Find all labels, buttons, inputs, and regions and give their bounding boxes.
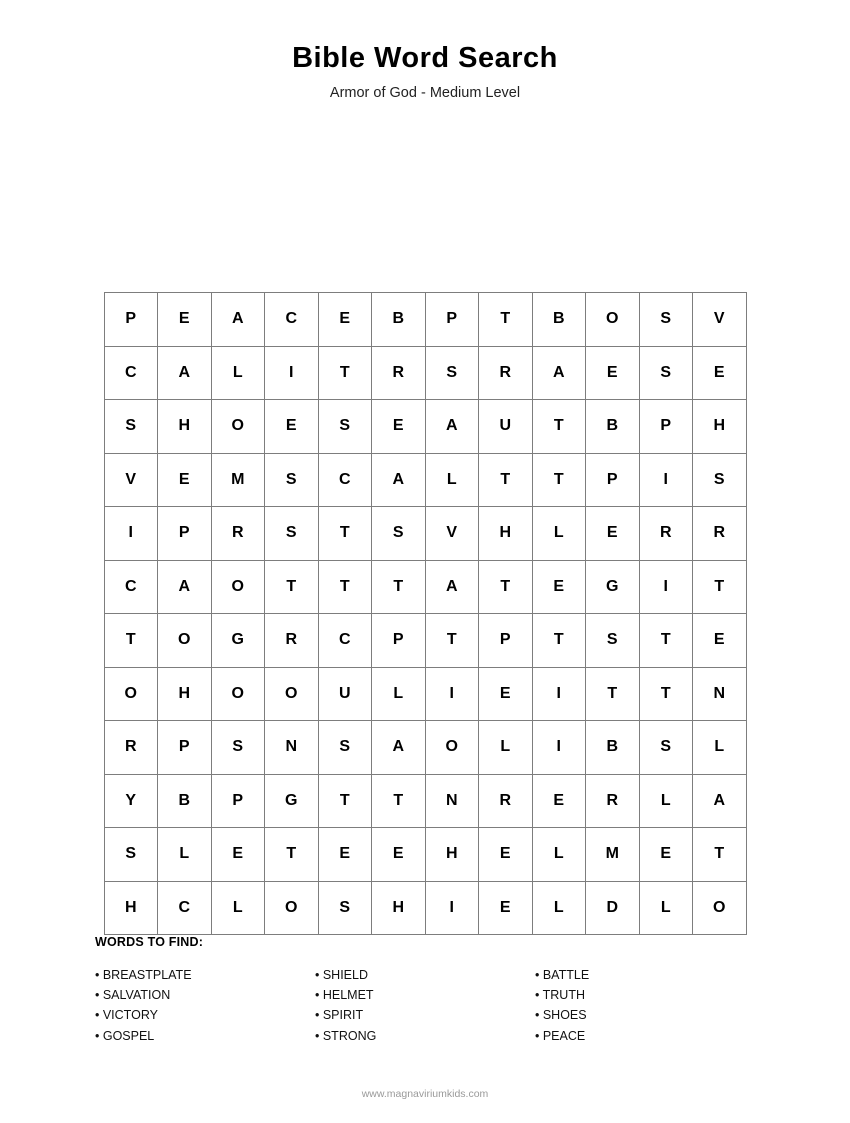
grid-cell[interactable]: G: [211, 614, 265, 668]
grid-cell[interactable]: L: [211, 346, 265, 400]
grid-cell[interactable]: A: [372, 721, 426, 775]
grid-cell[interactable]: L: [479, 721, 533, 775]
words-to-find-list: [95, 965, 755, 1046]
grid-row: [104, 828, 746, 882]
words-column-3: [535, 965, 755, 1046]
grid-cell[interactable]: D: [586, 881, 640, 935]
grid-cell[interactable]: S: [425, 346, 479, 400]
grid-cell[interactable]: T: [265, 560, 319, 614]
grid-cell[interactable]: E: [479, 828, 533, 882]
grid-cell[interactable]: A: [693, 774, 747, 828]
grid-cell[interactable]: I: [639, 560, 693, 614]
grid-cell[interactable]: S: [104, 400, 158, 454]
grid-cell[interactable]: P: [211, 774, 265, 828]
grid-cell[interactable]: G: [265, 774, 319, 828]
grid-cell[interactable]: E: [479, 667, 533, 721]
grid-cell[interactable]: A: [532, 346, 586, 400]
grid-cell[interactable]: C: [104, 346, 158, 400]
grid-cell[interactable]: E: [318, 293, 372, 347]
grid-cell[interactable]: E: [586, 507, 640, 561]
footer-url: www.magnaviriumkids.com: [361, 1088, 489, 1100]
grid-cell[interactable]: U: [479, 400, 533, 454]
grid-cell[interactable]: S: [265, 507, 319, 561]
grid-cell[interactable]: P: [425, 293, 479, 347]
word-item: • STRONG: [315, 1028, 377, 1043]
grid-cell[interactable]: T: [479, 453, 533, 507]
grid-cell[interactable]: N: [265, 721, 319, 775]
word-item: • VICTORY: [95, 1008, 158, 1023]
grid-cell[interactable]: I: [639, 453, 693, 507]
word-item: • TRUTH: [535, 988, 585, 1003]
grid-cell[interactable]: E: [532, 560, 586, 614]
grid-cell[interactable]: A: [158, 346, 212, 400]
grid-cell[interactable]: L: [639, 774, 693, 828]
grid-cell[interactable]: H: [158, 400, 212, 454]
grid-cell[interactable]: P: [479, 614, 533, 668]
grid-row: [104, 560, 746, 614]
grid-cell[interactable]: O: [211, 560, 265, 614]
grid-cell[interactable]: I: [104, 507, 158, 561]
grid-row: [104, 453, 746, 507]
grid-cell[interactable]: O: [211, 667, 265, 721]
grid-cell[interactable]: I: [425, 667, 479, 721]
grid-cell[interactable]: B: [586, 721, 640, 775]
grid-cell[interactable]: U: [318, 667, 372, 721]
grid-cell[interactable]: O: [104, 667, 158, 721]
grid-cell[interactable]: T: [532, 400, 586, 454]
grid-cell[interactable]: S: [639, 346, 693, 400]
grid-cell[interactable]: T: [532, 614, 586, 668]
grid-cell[interactable]: O: [265, 667, 319, 721]
grid-cell[interactable]: T: [318, 346, 372, 400]
grid-cell[interactable]: T: [318, 774, 372, 828]
grid-cell[interactable]: P: [158, 721, 212, 775]
word-item: • SALVATION: [95, 988, 171, 1003]
grid-cell[interactable]: T: [639, 614, 693, 668]
word-item: • SHIELD: [315, 968, 369, 982]
grid-cell[interactable]: P: [158, 507, 212, 561]
grid-cell[interactable]: E: [372, 400, 426, 454]
grid-cell[interactable]: L: [532, 881, 586, 935]
grid-cell[interactable]: L: [532, 828, 586, 882]
grid-cell[interactable]: M: [586, 828, 640, 882]
word-item: • PEACE: [535, 1028, 586, 1043]
grid-cell[interactable]: S: [639, 721, 693, 775]
word-item: • SPIRIT: [315, 1008, 364, 1023]
grid-cell[interactable]: L: [158, 828, 212, 882]
grid-row: [104, 881, 746, 935]
grid-cell[interactable]: T: [372, 560, 426, 614]
page-title: Bible Word Search: [292, 42, 558, 74]
grid-cell[interactable]: T: [318, 507, 372, 561]
grid-cell[interactable]: L: [211, 881, 265, 935]
grid-cell[interactable]: I: [425, 881, 479, 935]
grid-cell[interactable]: S: [639, 293, 693, 347]
grid-cell[interactable]: M: [211, 453, 265, 507]
grid-cell[interactable]: B: [586, 400, 640, 454]
word-item: • GOSPEL: [95, 1028, 155, 1043]
grid-cell[interactable]: P: [104, 293, 158, 347]
grid-cell[interactable]: I: [265, 346, 319, 400]
grid-cell[interactable]: S: [104, 828, 158, 882]
word-item: • BATTLE: [535, 968, 590, 982]
grid-cell[interactable]: B: [372, 293, 426, 347]
grid-cell[interactable]: R: [372, 346, 426, 400]
grid-cell[interactable]: T: [104, 614, 158, 668]
grid-cell[interactable]: T: [265, 828, 319, 882]
grid-cell[interactable]: E: [158, 293, 212, 347]
grid-cell[interactable]: O: [586, 293, 640, 347]
grid-cell[interactable]: L: [532, 507, 586, 561]
grid-cell[interactable]: S: [211, 721, 265, 775]
grid-cell[interactable]: S: [318, 721, 372, 775]
grid-cell[interactable]: C: [265, 293, 319, 347]
grid-row: [104, 293, 746, 347]
grid-cell[interactable]: T: [693, 828, 747, 882]
grid-cell[interactable]: C: [318, 614, 372, 668]
grid-cell[interactable]: H: [693, 400, 747, 454]
grid-cell[interactable]: E: [532, 774, 586, 828]
grid-cell[interactable]: A: [372, 453, 426, 507]
grid-cell[interactable]: S: [265, 453, 319, 507]
grid-cell[interactable]: R: [265, 614, 319, 668]
grid-cell[interactable]: E: [372, 828, 426, 882]
grid-cell[interactable]: C: [318, 453, 372, 507]
grid-cell[interactable]: E: [586, 346, 640, 400]
word-search-grid-container: [0, 292, 850, 935]
grid-cell[interactable]: I: [532, 721, 586, 775]
grid-cell[interactable]: T: [318, 560, 372, 614]
grid-cell[interactable]: R: [104, 721, 158, 775]
grid-cell[interactable]: T: [639, 667, 693, 721]
grid-cell[interactable]: T: [693, 560, 747, 614]
grid-cell[interactable]: R: [639, 507, 693, 561]
grid-cell[interactable]: N: [693, 667, 747, 721]
grid-cell[interactable]: E: [265, 400, 319, 454]
grid-cell[interactable]: R: [211, 507, 265, 561]
grid-cell[interactable]: O: [211, 400, 265, 454]
grid-cell[interactable]: H: [425, 828, 479, 882]
grid-cell[interactable]: E: [318, 828, 372, 882]
grid-cell[interactable]: Y: [104, 774, 158, 828]
grid-cell[interactable]: I: [532, 667, 586, 721]
grid-cell[interactable]: S: [372, 507, 426, 561]
grid-cell[interactable]: L: [372, 667, 426, 721]
grid-cell[interactable]: T: [425, 614, 479, 668]
grid-cell[interactable]: T: [586, 667, 640, 721]
grid-row: [104, 667, 746, 721]
grid-cell[interactable]: H: [158, 667, 212, 721]
grid-cell[interactable]: C: [158, 881, 212, 935]
grid-cell[interactable]: H: [372, 881, 426, 935]
worksheet-page: [0, 42, 850, 1123]
grid-cell[interactable]: P: [639, 400, 693, 454]
word-item: • HELMET: [315, 988, 374, 1003]
word-item: • BREASTPLATE: [95, 968, 192, 982]
grid-cell[interactable]: S: [586, 614, 640, 668]
grid-cell[interactable]: N: [425, 774, 479, 828]
grid-cell[interactable]: T: [372, 774, 426, 828]
grid-cell[interactable]: V: [104, 453, 158, 507]
grid-row: [104, 507, 746, 561]
grid-cell[interactable]: E: [479, 881, 533, 935]
words-column-2: [315, 965, 535, 1046]
grid-cell[interactable]: H: [479, 507, 533, 561]
grid-row: [104, 400, 746, 454]
grid-cell[interactable]: L: [693, 721, 747, 775]
grid-cell[interactable]: O: [425, 721, 479, 775]
grid-cell[interactable]: A: [425, 400, 479, 454]
grid-cell[interactable]: L: [425, 453, 479, 507]
grid-cell[interactable]: O: [693, 881, 747, 935]
grid-cell[interactable]: S: [318, 881, 372, 935]
grid-cell[interactable]: E: [639, 828, 693, 882]
grid-cell[interactable]: H: [104, 881, 158, 935]
grid-cell[interactable]: R: [586, 774, 640, 828]
grid-cell[interactable]: O: [158, 614, 212, 668]
grid-cell[interactable]: R: [479, 346, 533, 400]
grid-cell[interactable]: P: [372, 614, 426, 668]
grid-cell[interactable]: V: [693, 293, 747, 347]
grid-cell[interactable]: E: [211, 828, 265, 882]
word-search-grid[interactable]: [104, 292, 747, 935]
grid-row: [104, 774, 746, 828]
page-subtitle: Armor of God - Medium Level: [329, 85, 521, 101]
grid-cell[interactable]: B: [532, 293, 586, 347]
grid-cell[interactable]: A: [158, 560, 212, 614]
grid-row: [104, 346, 746, 400]
grid-cell[interactable]: A: [211, 293, 265, 347]
grid-row: [104, 614, 746, 668]
grid-cell[interactable]: P: [586, 453, 640, 507]
grid-cell[interactable]: B: [158, 774, 212, 828]
grid-cell[interactable]: T: [532, 453, 586, 507]
grid-cell[interactable]: E: [158, 453, 212, 507]
grid-cell[interactable]: S: [318, 400, 372, 454]
grid-cell[interactable]: L: [639, 881, 693, 935]
grid-cell[interactable]: C: [104, 560, 158, 614]
words-column-1: [95, 965, 315, 1046]
grid-cell[interactable]: S: [693, 453, 747, 507]
grid-cell[interactable]: E: [693, 346, 747, 400]
grid-cell[interactable]: R: [479, 774, 533, 828]
grid-row: [104, 721, 746, 775]
grid-cell[interactable]: R: [693, 507, 747, 561]
grid-cell[interactable]: A: [425, 560, 479, 614]
grid-cell[interactable]: G: [586, 560, 640, 614]
grid-cell[interactable]: T: [479, 560, 533, 614]
grid-cell[interactable]: E: [693, 614, 747, 668]
grid-cell[interactable]: T: [479, 293, 533, 347]
grid-cell[interactable]: O: [265, 881, 319, 935]
word-item: • SHOES: [535, 1008, 587, 1023]
grid-cell[interactable]: V: [425, 507, 479, 561]
words-to-find-heading: WORDS TO FIND:: [95, 935, 204, 949]
